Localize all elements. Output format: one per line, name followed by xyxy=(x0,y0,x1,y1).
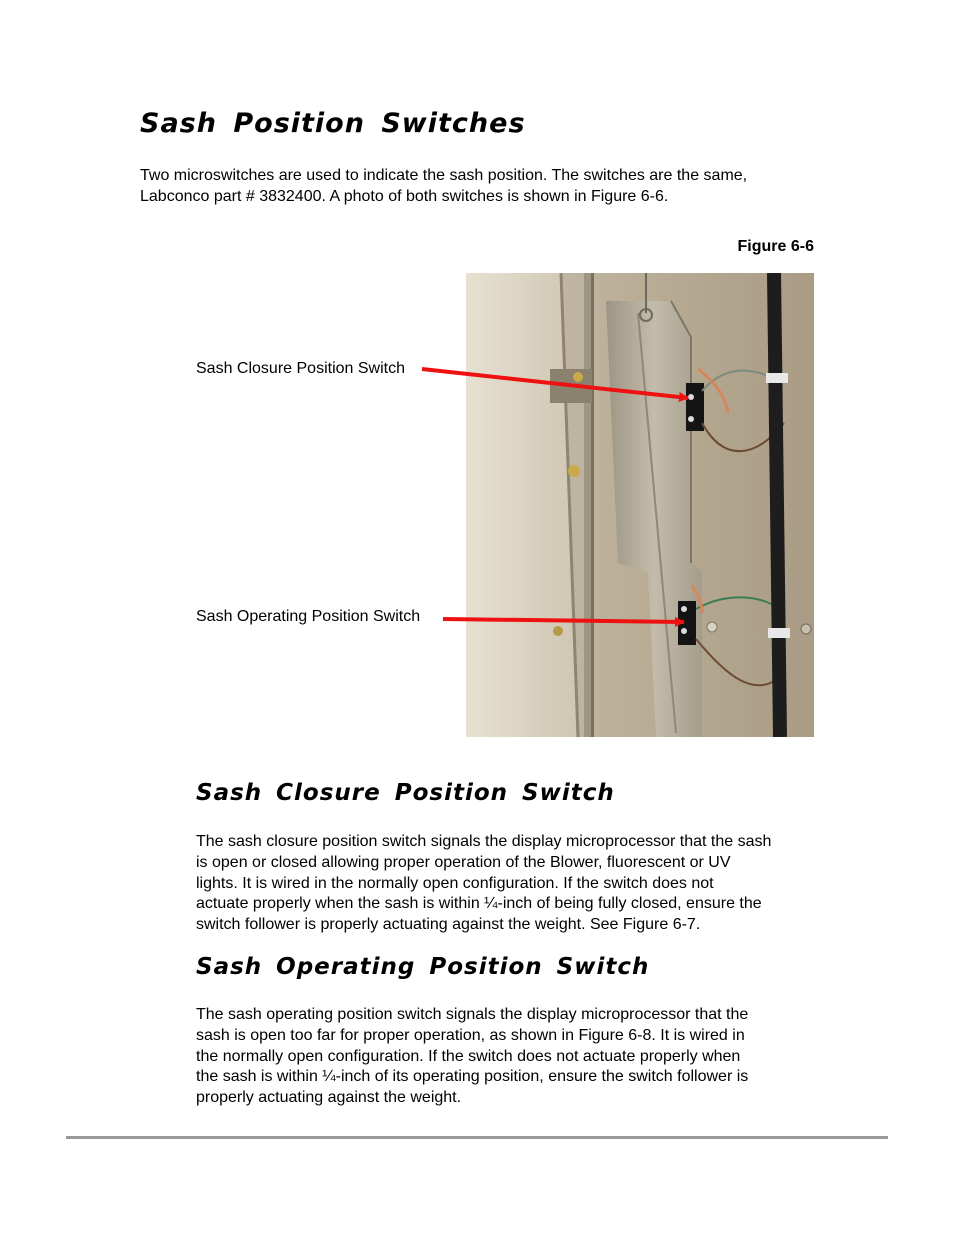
switch-photo xyxy=(466,273,814,737)
callout-closure-switch: Sash Closure Position Switch xyxy=(196,360,405,377)
operating-line-1: The sash operating position switch signals the display microprocessor that the xyxy=(196,1006,749,1023)
closure-line-5: switch follower is properly actuating against the weight. See Figure 6-7. xyxy=(196,916,701,934)
closure-section-heading: Sash Closure Position Switch xyxy=(196,780,615,806)
operating-section-heading: Sash Operating Position Switch xyxy=(196,954,650,980)
operating-line-5: properly actuating against the weight. xyxy=(196,1089,462,1107)
callout-operating-switch: Sash Operating Position Switch xyxy=(196,608,421,625)
figure-label: Figure 6-6 xyxy=(737,238,814,255)
closure-line-3: lights. It is wired in the normally open configuration. If the switch does not xyxy=(196,874,714,892)
closure-section-body xyxy=(196,832,771,936)
page-title: Sash Position Switches xyxy=(140,108,526,139)
operating-line-2: sash is open too far for proper operation, as shown in Figure 6-8. It is wired in xyxy=(196,1026,745,1044)
operating-section-body xyxy=(196,1005,748,1109)
closure-line-4: actuate properly when the sash is within ¼-inch of being fully closed, ensure the xyxy=(196,895,762,913)
intro-line-1: Two microswitches are used to indicate the sash position. The switches are the same, xyxy=(140,167,748,184)
footer-rule xyxy=(66,1136,888,1139)
operating-line-3: the normally open configuration. If the switch does not actuate properly when xyxy=(196,1047,741,1065)
intro-paragraph xyxy=(140,166,747,208)
operating-line-4: the sash is within ¼-inch of its operating position, ensure the switch follower is xyxy=(196,1068,749,1086)
intro-line-2: Labconco part # 3832400. A photo of both switches is shown in Figure 6-6. xyxy=(140,187,669,205)
closure-line-2: is open or closed allowing proper operation of the Blower, fluorescent or UV xyxy=(196,853,731,871)
closure-line-1: The sash closure position switch signals the display microprocessor that the sash xyxy=(196,833,772,850)
